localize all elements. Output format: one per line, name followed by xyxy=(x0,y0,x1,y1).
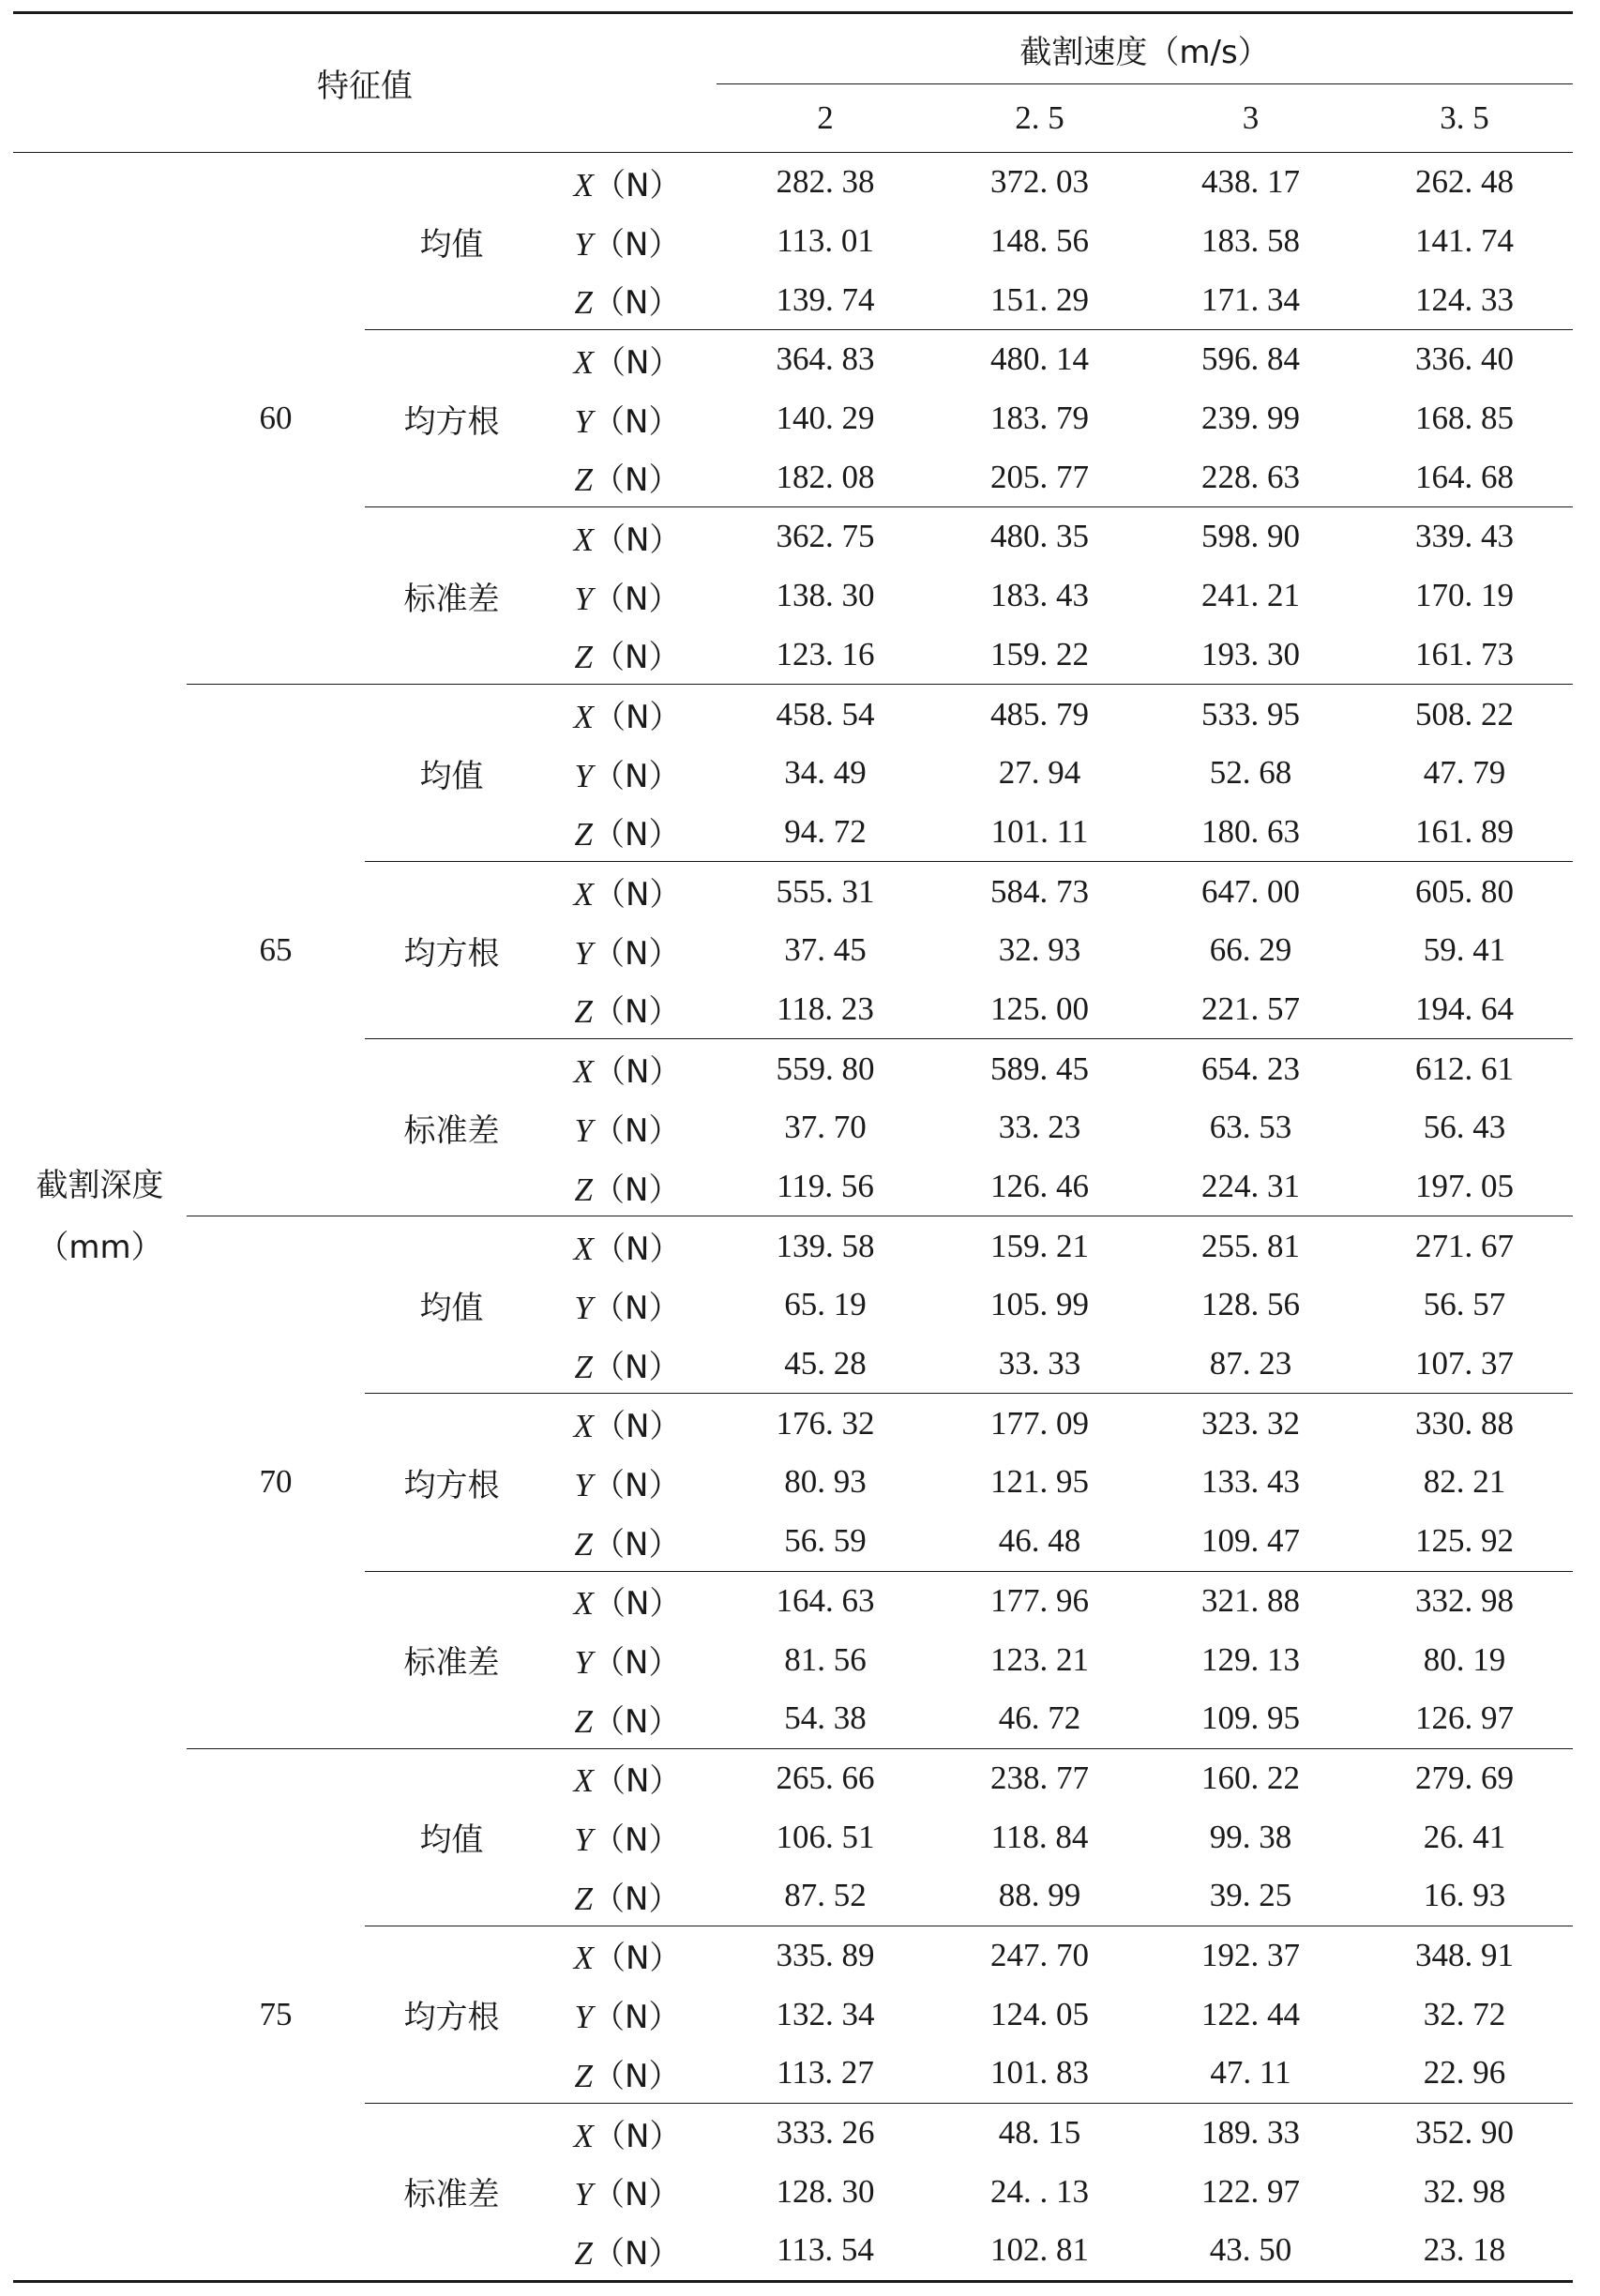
value-cell: 323. 32 xyxy=(1145,1394,1356,1453)
value-cell: 480. 14 xyxy=(934,330,1145,389)
axis-label xyxy=(538,1098,717,1157)
axis-unit: （N） xyxy=(593,225,681,264)
axis-label xyxy=(538,1866,717,1926)
value-cell: 161. 89 xyxy=(1415,812,1515,850)
value-cell: 339. 43 xyxy=(1356,507,1573,566)
value-cell: 333. 26 xyxy=(717,2103,934,2162)
axis-label xyxy=(538,685,717,744)
axis-var: Y xyxy=(574,1821,594,1859)
axis-unit: （N） xyxy=(593,1466,681,1504)
value-cell: 221. 57 xyxy=(1201,989,1300,1027)
axis-label xyxy=(538,270,717,329)
value-cell: 189. 33 xyxy=(1145,2103,1356,2162)
value-cell: 128. 30 xyxy=(776,2172,875,2210)
value-cell: 16. 93 xyxy=(1423,1877,1506,1914)
speed-col-2: 2. 5 xyxy=(934,84,1145,153)
axis-label xyxy=(538,1748,717,1807)
value-cell: 336. 40 xyxy=(1356,330,1573,389)
axis-var: X xyxy=(573,1762,594,1800)
axis-unit: （N） xyxy=(593,284,681,323)
axis-var: X xyxy=(573,2117,594,2154)
axis-label xyxy=(538,1926,717,1985)
value-cell: 170. 19 xyxy=(1415,577,1515,614)
axis-unit: （N） xyxy=(593,1408,682,1446)
value-cell: 80. 19 xyxy=(1423,1640,1506,1678)
axis-var: X xyxy=(573,1408,594,1445)
value-cell: 364. 83 xyxy=(717,330,934,389)
axis-unit: （N） xyxy=(593,757,681,795)
table-body xyxy=(13,153,1573,2282)
axis-unit: （N） xyxy=(593,1762,682,1801)
value-cell: 113. 54 xyxy=(717,2221,934,2281)
value-cell: 132. 34 xyxy=(776,1995,875,2032)
value-cell: 180. 63 xyxy=(1201,812,1300,850)
value-cell: 48. 15 xyxy=(934,2103,1145,2162)
axis-unit: （N） xyxy=(593,2176,681,2214)
axis-unit: （N） xyxy=(593,343,682,382)
axis-label xyxy=(538,1453,717,1512)
axis-var: Y xyxy=(574,934,594,972)
value-cell: 139. 74 xyxy=(776,280,875,318)
axis-label xyxy=(538,803,717,862)
value-cell: 39. 25 xyxy=(1209,1877,1292,1914)
value-cell: 282. 38 xyxy=(776,163,875,201)
value-cell: 352. 90 xyxy=(1356,2103,1573,2162)
stat-name: 均方根 xyxy=(365,330,538,507)
axis-label xyxy=(538,1571,717,1630)
value-cell: 109. 47 xyxy=(1201,1522,1300,1560)
table-row xyxy=(13,685,1573,744)
value-cell: 348. 91 xyxy=(1356,1926,1573,1985)
value-cell: 584. 73 xyxy=(934,862,1145,921)
depth-value: 65 xyxy=(187,685,365,1216)
axis-var: X xyxy=(573,1585,594,1623)
stat-name: 均值 xyxy=(365,685,538,862)
value-cell: 262. 48 xyxy=(1415,163,1515,201)
value-cell: 94. 72 xyxy=(784,812,867,850)
value-cell: 87. 52 xyxy=(784,1877,867,1914)
value-cell: 362. 75 xyxy=(717,507,934,566)
data-table xyxy=(13,11,1573,2283)
value-cell: 124. 33 xyxy=(1415,280,1515,318)
axis-var: Z xyxy=(574,1171,594,1208)
value-cell: 183. 43 xyxy=(990,577,1089,614)
value-cell: 183. 79 xyxy=(990,400,1089,437)
axis-var: X xyxy=(573,1940,594,1977)
table-row xyxy=(13,1216,1573,1276)
value-cell: 192. 37 xyxy=(1145,1926,1356,1985)
axis-var: X xyxy=(573,166,594,204)
value-cell: 177. 96 xyxy=(934,1571,1145,1630)
axis-var: Z xyxy=(574,461,594,499)
axis-var: Y xyxy=(574,402,594,440)
value-cell: 205. 77 xyxy=(990,458,1089,495)
axis-unit: （N） xyxy=(593,1171,681,1209)
stat-name: 均值 xyxy=(419,225,484,264)
value-cell: 151. 29 xyxy=(990,280,1089,318)
value-cell: 123. 21 xyxy=(990,1640,1089,1678)
axis-var: Z xyxy=(574,639,594,676)
axis-unit: （N） xyxy=(593,1821,681,1860)
value-cell: 56. 57 xyxy=(1423,1286,1506,1323)
value-cell: 87. 23 xyxy=(1209,1345,1292,1382)
value-cell: 138. 30 xyxy=(776,577,875,614)
speed-header-label: 截割速度（m/s） xyxy=(1019,34,1270,71)
value-cell: 239. 99 xyxy=(1201,400,1300,437)
value-cell: 27. 94 xyxy=(998,754,1081,792)
value-cell: 480. 35 xyxy=(934,507,1145,566)
value-cell: 168. 85 xyxy=(1415,400,1515,437)
speed-col-1: 2 xyxy=(717,84,934,153)
axis-var: X xyxy=(573,1053,594,1091)
axis-unit: （N） xyxy=(593,934,681,973)
axis-label xyxy=(538,1394,717,1453)
value-cell: 118. 23 xyxy=(777,989,874,1027)
axis-label xyxy=(538,447,717,506)
value-cell: 598. 90 xyxy=(1145,507,1356,566)
axis-var: Y xyxy=(574,1644,594,1682)
value-cell: 99. 38 xyxy=(1209,1818,1292,1855)
axis-unit: （N） xyxy=(593,461,681,500)
value-cell: 265. 66 xyxy=(717,1748,934,1807)
speed-header-underline xyxy=(717,83,1573,84)
value-cell: 34. 49 xyxy=(784,754,867,792)
value-cell: 193. 30 xyxy=(1201,635,1300,672)
value-cell: 133. 43 xyxy=(1201,1463,1300,1501)
value-cell: 372. 03 xyxy=(990,163,1089,201)
axis-var: Z xyxy=(574,1880,594,1917)
value-cell: 119. 56 xyxy=(777,1168,874,1205)
axis-var: Y xyxy=(574,1466,594,1503)
axis-var: Z xyxy=(574,1348,594,1385)
speed-header xyxy=(717,13,1573,85)
axis-unit: （N） xyxy=(593,1585,682,1624)
axis-label xyxy=(538,1039,717,1098)
axis-unit: （N） xyxy=(593,1111,681,1150)
value-cell: 32. 98 xyxy=(1423,2172,1506,2210)
axis-unit: （N） xyxy=(593,1525,681,1563)
axis-label xyxy=(538,862,717,921)
axis-unit: （N） xyxy=(593,1289,681,1327)
axis-label xyxy=(538,1216,717,1276)
speed-col-3: 3 xyxy=(1145,84,1356,153)
axis-label xyxy=(538,566,717,626)
value-cell: 47. 79 xyxy=(1423,754,1506,792)
feature-header: 特征值 xyxy=(13,13,717,153)
axis-unit: （N） xyxy=(593,521,682,559)
value-cell: 255. 81 xyxy=(1145,1216,1356,1276)
axis-unit: （N） xyxy=(593,993,681,1032)
axis-label xyxy=(538,507,717,566)
value-cell: 171. 34 xyxy=(1201,280,1300,318)
value-cell: 148. 56 xyxy=(990,222,1089,260)
value-cell: 177. 09 xyxy=(934,1394,1145,1453)
value-cell: 109. 95 xyxy=(1201,1699,1300,1737)
value-cell: 559. 80 xyxy=(717,1039,934,1098)
axis-unit: （N） xyxy=(593,2057,681,2095)
speed-col-4: 3. 5 xyxy=(1356,84,1573,153)
value-cell: 125. 00 xyxy=(990,989,1089,1027)
value-cell: 66. 29 xyxy=(1209,931,1292,969)
value-cell: 647. 00 xyxy=(1145,862,1356,921)
value-cell: 126. 97 xyxy=(1415,1699,1515,1737)
value-cell: 159. 22 xyxy=(990,635,1089,672)
table-row xyxy=(13,153,1573,212)
value-cell: 485. 79 xyxy=(934,685,1145,744)
value-cell: 129. 13 xyxy=(1201,1640,1300,1678)
axis-var: X xyxy=(573,521,594,558)
value-cell: 589. 45 xyxy=(934,1039,1145,1098)
value-cell: 321. 88 xyxy=(1145,1571,1356,1630)
depth-value: 75 xyxy=(187,1748,365,2281)
value-cell: 122. 97 xyxy=(1201,2172,1300,2210)
value-cell: 159. 21 xyxy=(934,1216,1145,1276)
value-cell: 332. 98 xyxy=(1356,1571,1573,1630)
axis-label xyxy=(538,626,717,685)
axis-label xyxy=(538,1276,717,1335)
value-cell: 335. 89 xyxy=(717,1926,934,1985)
axis-label xyxy=(538,153,717,212)
value-cell: 161. 73 xyxy=(1415,635,1515,672)
value-cell: 88. 99 xyxy=(998,1877,1081,1914)
value-cell: 80. 93 xyxy=(784,1463,867,1501)
axis-var: X xyxy=(573,699,594,736)
axis-label xyxy=(538,1157,717,1216)
value-cell: 176. 32 xyxy=(717,1394,934,1453)
axis-label xyxy=(538,1630,717,1689)
value-cell: 330. 88 xyxy=(1356,1394,1573,1453)
axis-var: Z xyxy=(574,993,594,1031)
value-cell: 24. . 13 xyxy=(990,2172,1089,2210)
axis-unit: （N） xyxy=(593,1880,681,1918)
axis-unit: （N） xyxy=(593,2117,682,2155)
value-cell: 596. 84 xyxy=(1145,330,1356,389)
axis-label xyxy=(538,1512,717,1571)
stat-name: 标准差 xyxy=(365,2103,538,2281)
value-cell: 106. 51 xyxy=(776,1818,875,1855)
axis-var: Y xyxy=(574,1111,594,1149)
depth-value: 60 xyxy=(259,400,293,437)
value-cell: 228. 63 xyxy=(1201,458,1300,495)
value-cell: 26. 41 xyxy=(1423,1818,1506,1855)
axis-label xyxy=(538,2221,717,2281)
axis-unit: （N） xyxy=(593,1940,682,1978)
axis-unit: （N） xyxy=(593,816,681,854)
axis-unit: （N） xyxy=(593,1702,681,1741)
value-cell: 124. 05 xyxy=(990,1995,1089,2032)
value-cell: 33. 23 xyxy=(998,1109,1081,1146)
value-cell: 247. 70 xyxy=(934,1926,1145,1985)
axis-unit: （N） xyxy=(593,1644,681,1683)
value-cell: 126. 46 xyxy=(990,1168,1089,1205)
axis-var: X xyxy=(573,876,594,914)
value-cell: 533. 95 xyxy=(1145,685,1356,744)
value-cell: 164. 68 xyxy=(1415,458,1515,495)
axis-unit: （N） xyxy=(593,1231,682,1269)
value-cell: 45. 28 xyxy=(784,1345,867,1382)
axis-label xyxy=(538,2103,717,2162)
value-cell: 118. 84 xyxy=(990,1818,1089,1855)
axis-var: Z xyxy=(574,284,594,322)
value-cell: 654. 23 xyxy=(1145,1039,1356,1098)
value-cell: 54. 38 xyxy=(784,1699,867,1737)
stat-name: 标准差 xyxy=(365,1571,538,1748)
value-cell: 65. 19 xyxy=(784,1286,867,1323)
table-row xyxy=(13,1748,1573,1807)
value-cell: 59. 41 xyxy=(1423,931,1506,969)
stat-name: 均方根 xyxy=(365,1394,538,1571)
value-cell: 238. 77 xyxy=(934,1748,1145,1807)
value-cell: 113. 27 xyxy=(777,2054,874,2092)
axis-label xyxy=(538,1807,717,1866)
axis-var: Z xyxy=(574,1702,594,1740)
value-cell: 63. 53 xyxy=(1209,1109,1292,1146)
value-cell: 197. 05 xyxy=(1415,1168,1515,1205)
axis-unit: （N） xyxy=(593,580,681,618)
value-cell: 101. 83 xyxy=(990,2054,1089,2092)
axis-var: Z xyxy=(574,816,594,853)
value-cell: 271. 67 xyxy=(1356,1216,1573,1276)
axis-unit: （N） xyxy=(593,1348,681,1386)
value-cell: 101. 11 xyxy=(990,812,1089,850)
value-cell: 164. 63 xyxy=(717,1571,934,1630)
value-cell: 160. 22 xyxy=(1145,1748,1356,1807)
axis-var: X xyxy=(573,343,594,381)
value-cell: 458. 54 xyxy=(717,685,934,744)
value-cell: 438. 17 xyxy=(1201,163,1300,201)
value-cell: 46. 72 xyxy=(998,1699,1081,1737)
value-cell: 224. 31 xyxy=(1201,1168,1300,1205)
value-cell: 56. 43 xyxy=(1423,1109,1506,1146)
value-cell: 141. 74 xyxy=(1415,222,1515,260)
axis-label xyxy=(538,330,717,389)
value-cell: 555. 31 xyxy=(717,862,934,921)
axis-unit: （N） xyxy=(593,699,682,737)
axis-unit: （N） xyxy=(593,1999,681,2037)
value-cell: 107. 37 xyxy=(1415,1345,1515,1382)
axis-label xyxy=(538,2044,717,2103)
stat-name: 均值 xyxy=(365,1216,538,1394)
value-cell: 123. 16 xyxy=(776,635,875,672)
axis-unit: （N） xyxy=(593,639,681,677)
value-cell: 102. 81 xyxy=(934,2221,1145,2281)
value-cell: 105. 99 xyxy=(990,1286,1089,1323)
value-cell: 125. 92 xyxy=(1415,1522,1515,1560)
axis-label xyxy=(538,921,717,980)
axis-label xyxy=(538,744,717,803)
axis-var: Y xyxy=(574,225,594,263)
value-cell: 128. 56 xyxy=(1201,1286,1300,1323)
axis-var: Z xyxy=(574,2057,594,2094)
value-cell: 33. 33 xyxy=(998,1345,1081,1382)
value-cell: 52. 68 xyxy=(1209,754,1292,792)
value-cell: 81. 56 xyxy=(784,1640,867,1678)
axis-var: Y xyxy=(574,580,594,617)
value-cell: 43. 50 xyxy=(1145,2221,1356,2281)
axis-var: Y xyxy=(574,2176,594,2213)
stat-name: 均方根 xyxy=(365,862,538,1039)
stat-name: 标准差 xyxy=(365,1039,538,1216)
value-cell: 22. 96 xyxy=(1423,2054,1506,2092)
axis-var: Y xyxy=(574,1289,594,1326)
axis-unit: （N） xyxy=(593,876,682,914)
value-cell: 183. 58 xyxy=(1201,222,1300,260)
value-cell: 113. 01 xyxy=(777,222,874,260)
axis-label xyxy=(538,212,717,271)
axis-label xyxy=(538,389,717,448)
value-cell: 139. 58 xyxy=(717,1216,934,1276)
axis-label xyxy=(538,1335,717,1394)
axis-unit: （N） xyxy=(593,2234,681,2273)
axis-label xyxy=(538,1689,717,1748)
axis-unit: （N） xyxy=(593,1053,682,1092)
value-cell: 182. 08 xyxy=(776,458,875,495)
value-cell: 241. 21 xyxy=(1201,577,1300,614)
value-cell: 23. 18 xyxy=(1356,2221,1573,2281)
value-cell: 508. 22 xyxy=(1356,685,1573,744)
value-cell: 37. 70 xyxy=(784,1109,867,1146)
stat-name: 均方根 xyxy=(365,1926,538,2103)
axis-var: Y xyxy=(574,1999,594,2036)
value-cell: 605. 80 xyxy=(1356,862,1573,921)
axis-label xyxy=(538,1985,717,2044)
axis-var: Z xyxy=(574,2234,594,2272)
value-cell: 32. 93 xyxy=(998,931,1081,969)
axis-unit: （N） xyxy=(593,402,681,441)
value-cell: 121. 95 xyxy=(990,1463,1089,1501)
value-cell: 194. 64 xyxy=(1415,989,1515,1027)
depth-label-cell xyxy=(13,153,187,2282)
value-cell: 47. 11 xyxy=(1210,2054,1291,2092)
axis-unit: （N） xyxy=(593,166,682,204)
value-cell: 37. 45 xyxy=(784,931,867,969)
value-cell: 122. 44 xyxy=(1201,1995,1300,2032)
stat-name: 均值 xyxy=(365,1748,538,1926)
axis-var: X xyxy=(573,1231,594,1268)
axis-label xyxy=(538,2162,717,2221)
value-cell: 46. 48 xyxy=(998,1522,1081,1560)
value-cell: 32. 72 xyxy=(1423,1995,1506,2032)
value-cell: 140. 29 xyxy=(776,400,875,437)
value-cell: 82. 21 xyxy=(1423,1463,1506,1501)
depth-unit-label: （mm） xyxy=(37,1228,163,1266)
stat-name: 标准差 xyxy=(365,507,538,685)
depth-value: 70 xyxy=(187,1216,365,1748)
depth-label: 截割深度 xyxy=(36,1166,164,1204)
value-cell: 56. 59 xyxy=(784,1522,867,1560)
axis-var: Z xyxy=(574,1525,594,1563)
axis-label xyxy=(538,980,717,1039)
value-cell: 279. 69 xyxy=(1356,1748,1573,1807)
axis-var: Y xyxy=(574,757,594,794)
value-cell: 612. 61 xyxy=(1356,1039,1573,1098)
